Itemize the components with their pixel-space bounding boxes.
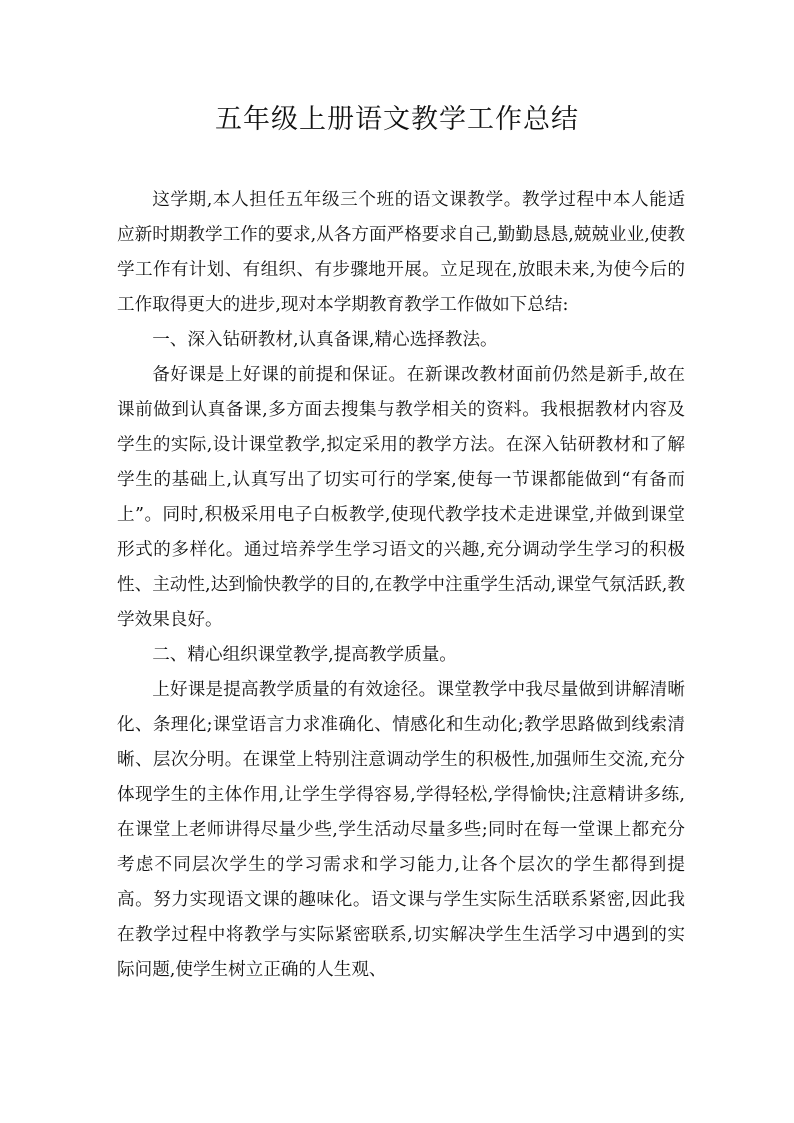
section-2-paragraph: 上好课是提高教学质量的有效途径。课堂教学中我尽量做到讲解清晰化、条理化;课堂语言力求准确化、情感化和生动化;教学思路做到线索清晰、层次分明。在课堂上特别注意调动学生的积极性,加强师生交流,充分体现学生的主体作用,让学生学得容易,学得轻松,学得愉快;注意精讲多练,在课堂上老师讲得尽量少些,学生活动尽量多些;同时在每一堂课上都充分考虑不同层次学生的学习需求和学习能力,让各个层次的学生都得到提高。努力实现语文课的趣味化。语文课与学生实际生活联系紧密,因此我在教学过程中将教学与实际紧密联系,切实解决学生生活学习中遇到的实际问题,使学生树立正确的人生观、 [117,680,685,980]
section-heading-2: 二、精心组织课堂教学,提高教学质量。 [152,645,457,665]
section-heading-1: 一、深入钻研教材,认真备课,精心选择教法。 [152,330,498,350]
intro-paragraph: 这学期,本人担任五年级三个班的语文课教学。教学过程中本人能适应新时期教学工作的要求,从各方面严格要求自己,勤勤恳恳,兢兢业业,使教学工作有计划、有组织、有步骤地开展。立足现在,放眼未来,为使今后的工作取得更大的进步,现对本学期教育教学工作做如下总结: [117,190,685,315]
section-1-paragraph: 备好课是上好课的前提和保证。在新课改教材面前仍然是新手,故在课前做到认真备课,多方面去搜集与教学相关的资料。我根据教材内容及学生的实际,设计课堂教学,拟定采用的教学方法。在深入钻研教材和了解学生的基础上,认真写出了切实可行的学案,使每一节课都能做到“有备而上”。同时,积极采用电子白板教学,使现代教学技术走进课堂,并做到课堂形式的多样化。通过培养学生学习语文的兴趣,充分调动学生学习的积极性、主动性,达到愉快教学的目的,在教学中注重学生活动,课堂气氛活跃,教学效果良好。 [117,365,685,630]
document-body [117,183,685,988]
document-title: 五年级上册语文教学工作总结 [215,104,579,135]
